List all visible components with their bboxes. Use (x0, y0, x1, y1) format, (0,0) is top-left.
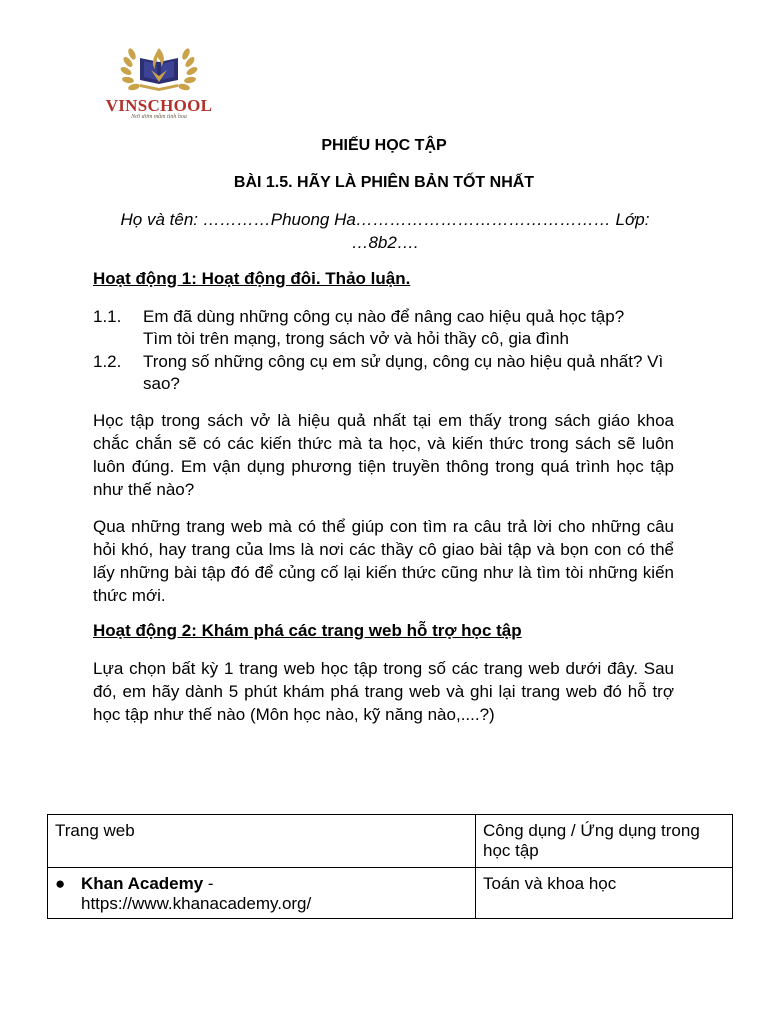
header-cell-usage: Công dụng / Ứng dụng trong học tập (476, 815, 733, 868)
activity-1-heading: Hoạt động 1: Hoạt động đôi. Thảo luận. (93, 269, 411, 288)
question-1-2 (93, 351, 674, 395)
answer-paragraph-2: Qua những trang web mà có thể giúp con tìm ra câu trả lời cho những câu hỏi khó, hay trang của lms là nơi các thầy cô giao bài tập và bọn con có thể lấy những bài tập đó để củng cố lại kiến thức cũng như là tìm tòi những kiến thức mới. (93, 517, 674, 605)
question-1-1-number: 1.1. (93, 307, 122, 326)
header-cell-website: Trang web (48, 815, 476, 868)
logo-tagline: Nơi ươm mầm tinh hoa (131, 114, 187, 120)
site-cell (48, 868, 476, 919)
question-1-1 (93, 306, 674, 350)
site-line (55, 874, 469, 894)
student-name-line: Họ và tên: …………Phuong Ha……………………………………… Lớp: (120, 210, 650, 229)
activity-2-heading: Hoạt động 2: Khám phá các trang web hỗ trợ học tập (93, 621, 522, 640)
logo-wordmark (104, 96, 214, 116)
question-1-2-number: 1.2. (93, 352, 122, 371)
table-row (48, 868, 733, 919)
question-1-2-text: Trong số những công cụ em sử dụng, công cụ nào hiệu quả nhất? Vì sao? (143, 352, 664, 393)
bullet-icon: ● (55, 874, 66, 893)
student-info (96, 208, 674, 254)
site-name: Khan Academy (81, 874, 204, 893)
question-1-1-body (143, 306, 674, 350)
answer-paragraph-1: Học tập trong sách vở là hiệu quả nhất tại em thấy trong sách giáo khoa chắc chắn sẽ có các kiến thức mà ta học, và kiến thức trong sách sẽ luôn luôn đúng. Em vận dụng phương tiện truyền thông trong quá trình học tập như thế nào? (93, 411, 674, 499)
question-1-1-text: Em đã dùng những công cụ nào để nâng cao hiệu quả học tập? (143, 307, 625, 326)
table-header-row (48, 815, 733, 868)
site-url: https://www.khanacademy.org/ (81, 894, 312, 913)
document-title: PHIẾU HỌC TẬP (321, 137, 447, 154)
logo-wordmark-text: VINSCHOOL (105, 96, 213, 115)
student-class-line: …8b2…. (351, 233, 419, 252)
activity-2-instructions: Lựa chọn bất kỳ 1 trang web học tập trong số các trang web dưới đây. Sau đó, em hãy dành 5 phút khám phá trang web và ghi lại trang web đó hỗ trợ học tập như thế nào (Môn học nào, kỹ năng nào,....?) (93, 659, 674, 724)
vinschool-logo (104, 40, 214, 124)
website-table (47, 814, 733, 919)
site-separator: - (203, 874, 214, 893)
usage-cell: Toán và khoa học (476, 868, 733, 919)
logo-emblem-icon (104, 40, 214, 98)
lesson-title: BÀI 1.5. HÃY LÀ PHIÊN BẢN TỐT NHẤT (233, 174, 535, 191)
question-1-1-answer: Tìm tòi trên mạng, trong sách vở và hỏi thầy cô, gia đình (143, 329, 569, 348)
